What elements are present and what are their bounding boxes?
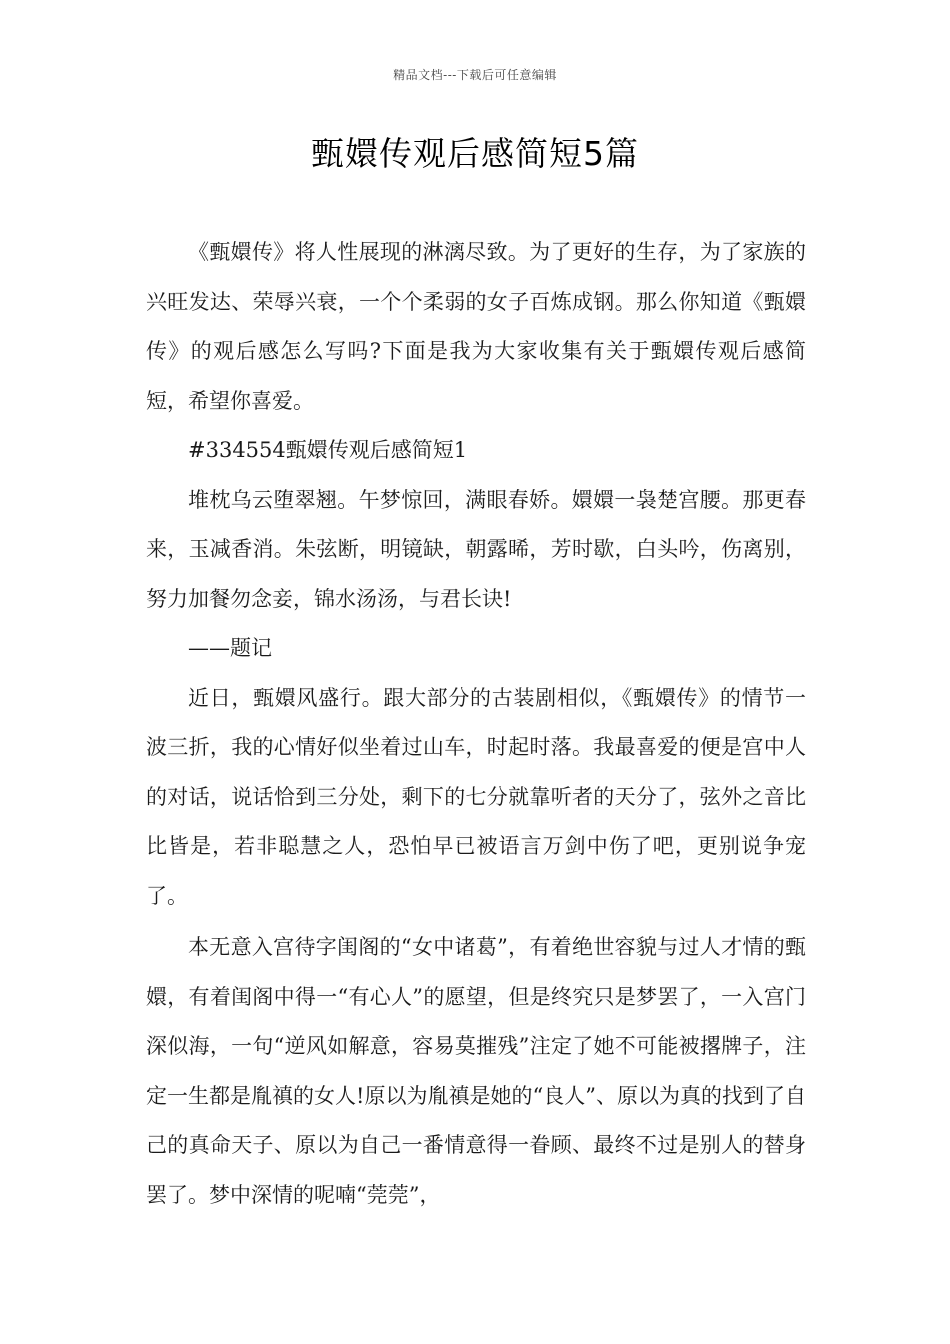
- paragraph-body-2: 本无意入宫待字闺阁的“女中诸葛”，有着绝世容貌与过人才情的甄嬛，有着闺阁中得一“有心人”的愿望，但是终究只是梦罢了，一入宫门深似海，一句“逆风如解意，容易莫摧残”注定了她不可能被撂牌子，注定一生都是胤禛的女人!原以为胤禛是她的“良人”、原以为真的找到了自己的真命天子、原以为自己一番情意得一眷顾、最终不过是别人的替身罢了。梦中深情的呢喃“莞莞”，: [146, 935, 806, 1207]
- document-title: 甄嬛传观后感简短5篇: [311, 134, 639, 173]
- paragraph-intro: 《甄嬛传》将人性展现的淋漓尽致。为了更好的生存，为了家族的兴旺发达、荣辱兴衰，一个个柔弱的女子百炼成钢。那么你知道《甄嬛传》的观后感怎么写吗?下面是我为大家收集有关于甄嬛传观后感简短，希望你喜爱。: [146, 240, 806, 413]
- paragraph-poem: 堆枕乌云堕翠翘。午梦惊回，满眼春娇。嬛嬛一袅楚宫腰。那更春来，玉减香消。朱弦断，明镜缺，朝露晞，芳时歇，白头吟，伤离别，努力加餐勿念妾，锦水汤汤，与君长诀!: [146, 487, 806, 611]
- paragraph-body-1: 近日，甄嬛风盛行。跟大部分的古装剧相似，《甄嬛传》的情节一波三折，我的心情好似坐着过山车，时起时落。我最喜爱的便是宫中人的对话，说话恰到三分处，剩下的七分就靠听者的天分了，弦外之音比比皆是，若非聪慧之人，恐怕早已被语言万剑中伤了吧，更别说争宠了。: [146, 685, 806, 908]
- document-body: [146, 228, 806, 1220]
- paragraph-section-heading: #334554甄嬛传观后感简短1: [188, 438, 468, 462]
- header-note: 精品文档---下载后可任意编辑: [393, 68, 557, 82]
- paragraph-epigraph-note: ——题记: [188, 636, 272, 660]
